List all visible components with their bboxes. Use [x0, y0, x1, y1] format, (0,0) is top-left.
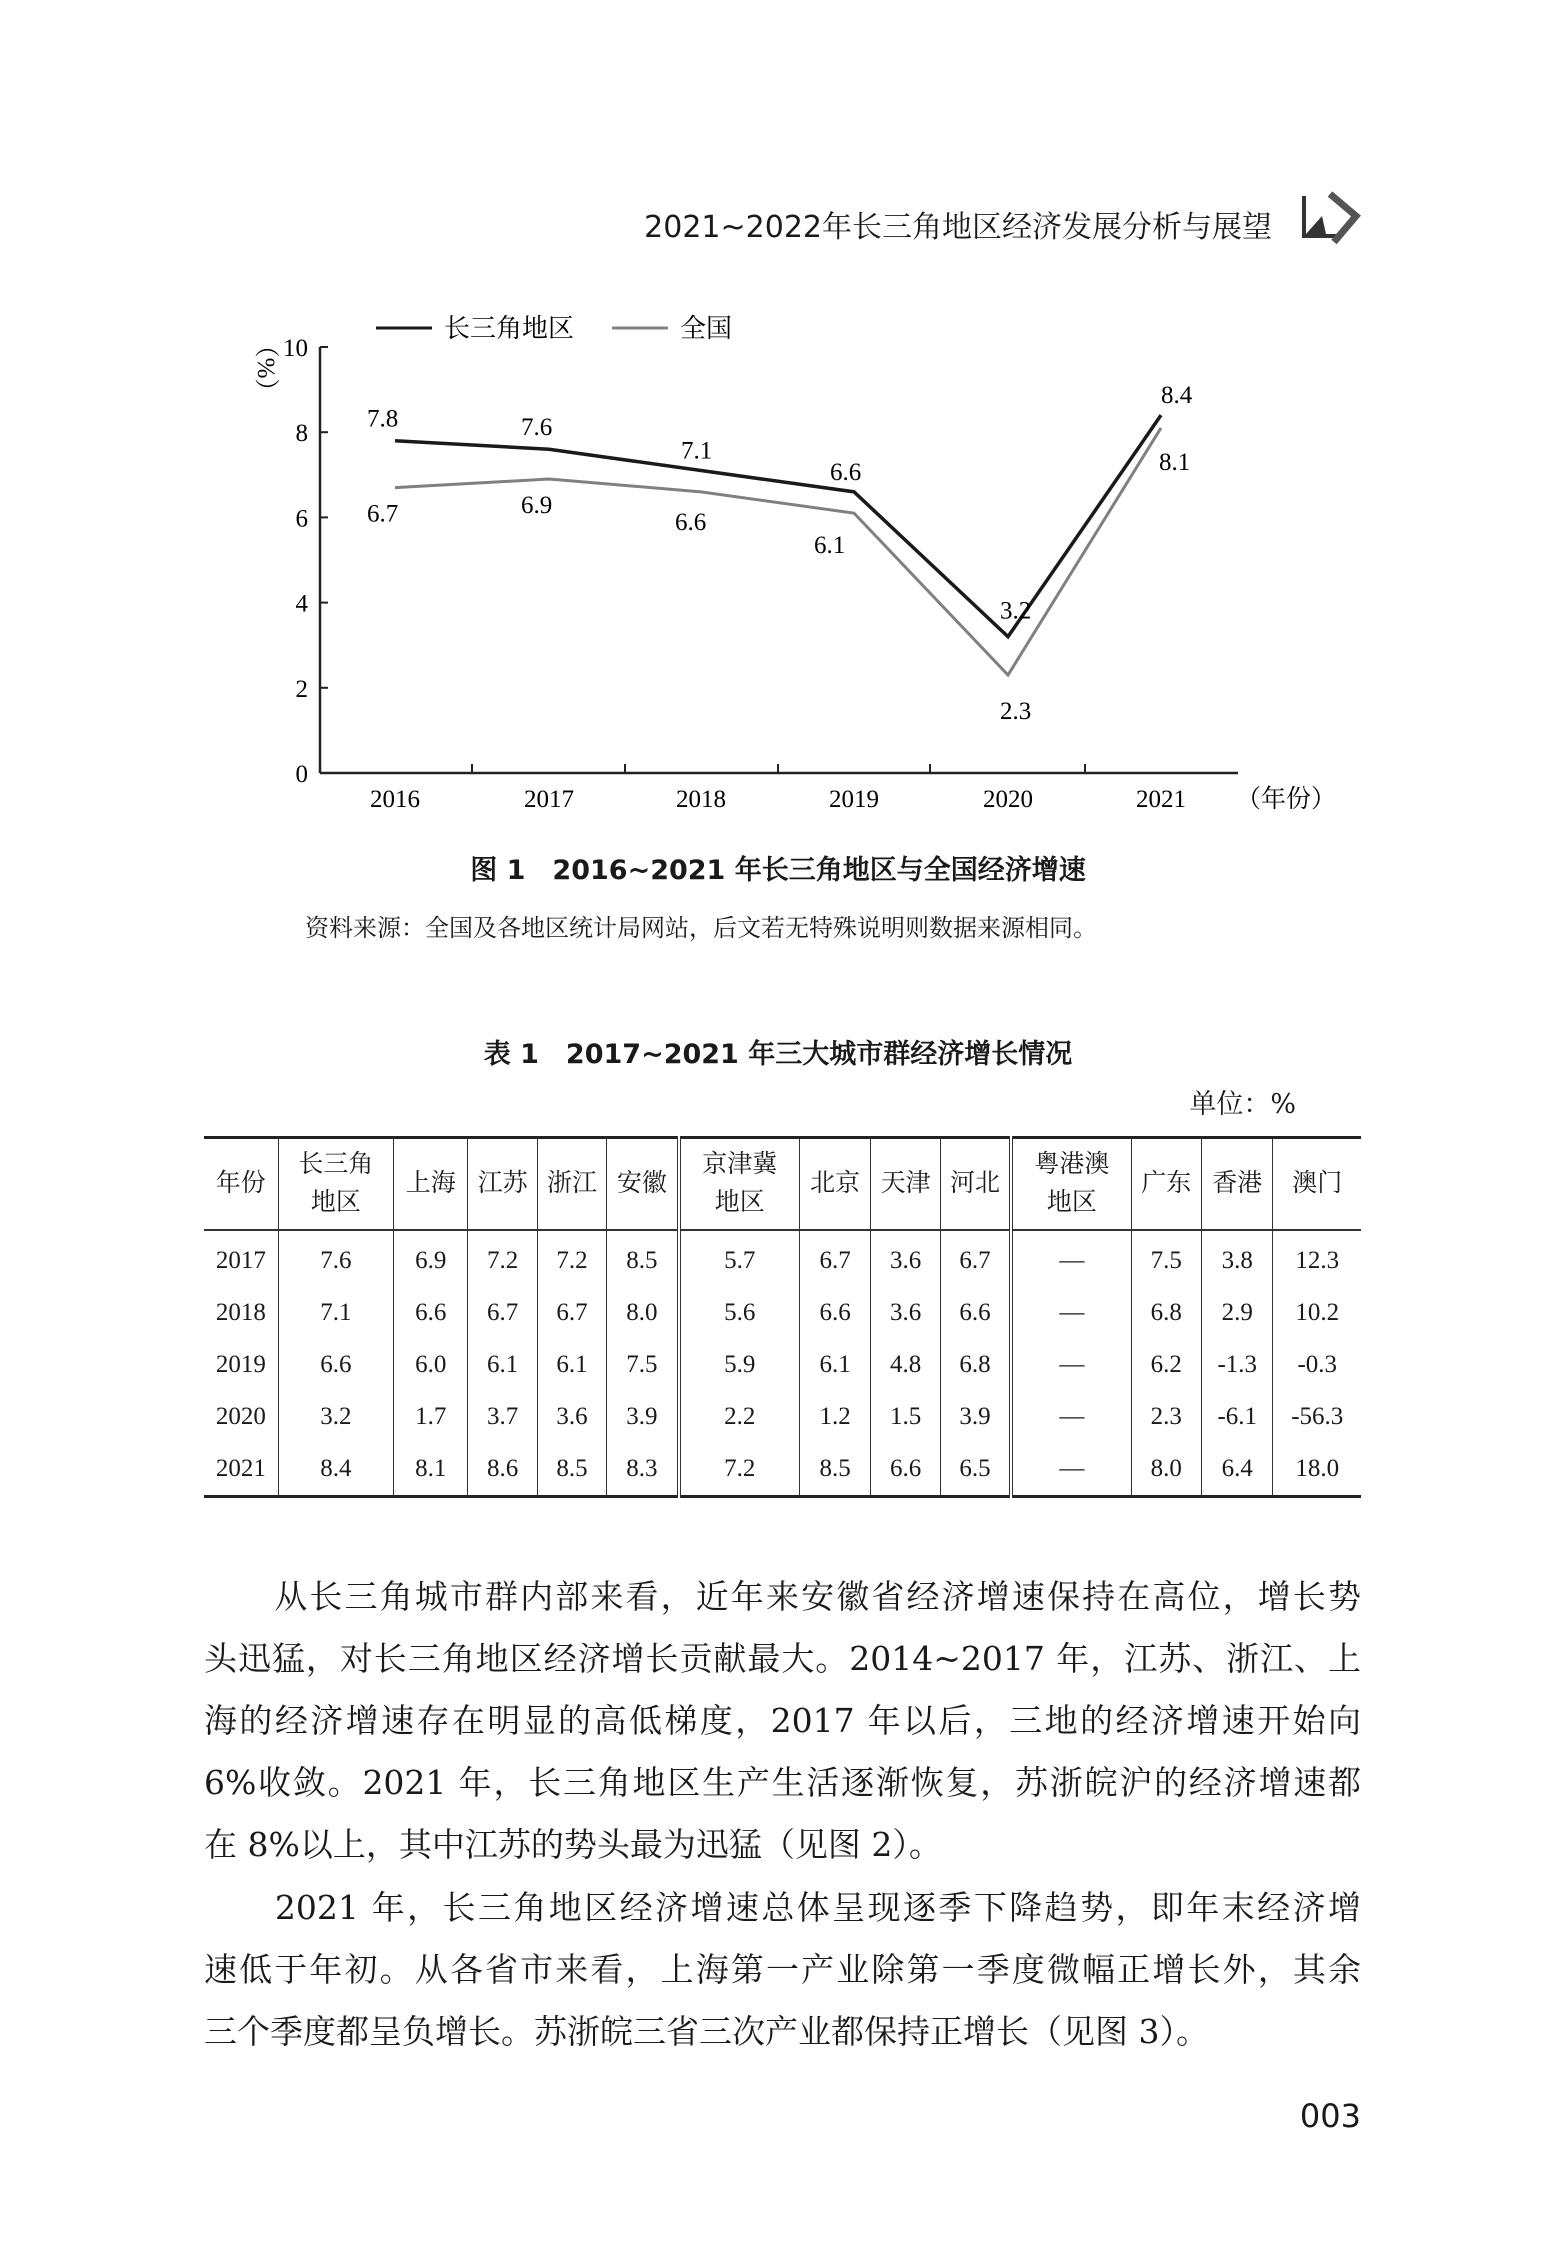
- growth-table: [204, 1136, 1361, 1498]
- column-header-label: 天津: [880, 1170, 931, 1197]
- table-cell: 6.6: [799, 1287, 870, 1339]
- column-header-label: 北京: [810, 1170, 861, 1197]
- series-line-national: [395, 428, 1161, 675]
- table-row: [204, 1443, 1361, 1497]
- column-header-label: 河北: [949, 1170, 1000, 1197]
- table-cell: 1.2: [799, 1391, 870, 1443]
- table-cell: 6.1: [468, 1339, 537, 1391]
- table-cell: —: [1011, 1230, 1131, 1287]
- table-cell: 8.4: [278, 1443, 393, 1497]
- data-label: 6.1: [814, 532, 846, 560]
- column-header-label: 江苏: [477, 1170, 528, 1197]
- table-cell: 6.5: [940, 1443, 1011, 1497]
- y-tick-label: 4: [295, 590, 308, 618]
- body-text-line: 6%收敛。2021 年，长三角地区生产生活逐渐恢复，苏浙皖沪的经济增速都: [204, 1763, 1361, 1802]
- column-header: [1273, 1138, 1361, 1231]
- y-tick-label: 2: [295, 675, 308, 703]
- column-header: [537, 1138, 606, 1231]
- line-chart: [0, 0, 1556, 840]
- data-label: 6.7: [367, 500, 399, 528]
- column-header-label: 京津冀地区: [702, 1151, 778, 1216]
- table-cell: 1.5: [871, 1391, 940, 1443]
- table-cell: 6.0: [394, 1339, 468, 1391]
- table-row: [204, 1287, 1361, 1339]
- data-label: 8.1: [1159, 448, 1191, 476]
- table-cell: 3.8: [1201, 1230, 1273, 1287]
- table-cell: 18.0: [1273, 1443, 1361, 1497]
- body-text-line: 从长三角城市群内部来看，近年来安徽省经济增速保持在高位，增长势: [204, 1577, 1361, 1616]
- column-header: [1201, 1138, 1273, 1231]
- data-label: 2.3: [1000, 698, 1032, 726]
- table-cell: 7.5: [1131, 1230, 1201, 1287]
- table-cell: 6.6: [871, 1443, 940, 1497]
- legend-label: 长三角地区: [444, 314, 575, 343]
- table-row: [204, 1391, 1361, 1443]
- column-header-label: 澳门: [1292, 1170, 1343, 1197]
- column-header: [871, 1138, 940, 1231]
- y-axis-label: （%）: [252, 332, 279, 404]
- running-header: 2021~2022年长三角地区经济发展分析与展望: [644, 210, 1272, 245]
- table-cell: 6.1: [799, 1339, 870, 1391]
- table-cell: 6.6: [940, 1287, 1011, 1339]
- table-cell: 8.5: [607, 1230, 679, 1287]
- column-header: [799, 1138, 870, 1231]
- table-cell: 6.7: [537, 1287, 606, 1339]
- data-label: 7.6: [521, 414, 553, 442]
- table-cell: 6.7: [940, 1230, 1011, 1287]
- table-cell: 8.3: [607, 1443, 679, 1497]
- column-header-label: 粤港澳地区: [1034, 1151, 1110, 1216]
- table-cell: 2017: [215, 1247, 266, 1274]
- figure-source: 资料来源：全国及各地区统计局网站，后文若无特殊说明则数据来源相同。: [305, 914, 1097, 942]
- table-cell: 8.0: [607, 1287, 679, 1339]
- column-header-label: 香港: [1212, 1170, 1263, 1197]
- data-label: 7.8: [367, 405, 399, 433]
- y-tick-label: 10: [283, 335, 308, 362]
- page-number: 003: [1299, 2097, 1361, 2135]
- table-cell: 2.9: [1201, 1287, 1273, 1339]
- y-tick-label: 6: [295, 505, 308, 533]
- table-cell: 5.6: [679, 1287, 800, 1339]
- table-cell: —: [1011, 1443, 1131, 1497]
- column-header: [607, 1138, 679, 1231]
- data-label: 7.1: [681, 437, 713, 465]
- x-tick-label: 2017: [524, 786, 574, 813]
- column-header: [278, 1138, 393, 1231]
- table-cell: 8.6: [468, 1443, 537, 1497]
- column-header: [204, 1138, 278, 1231]
- body-text-line: 海的经济增速存在明显的高低梯度，2017 年以后，三地的经济增速开始向: [204, 1701, 1361, 1740]
- table-cell: 4.8: [871, 1339, 940, 1391]
- table-cell: 3.6: [871, 1230, 940, 1287]
- table-cell: 8.5: [799, 1443, 870, 1497]
- legend-label: 全国: [680, 314, 733, 343]
- column-header-label: 年份: [215, 1170, 266, 1197]
- table-cell: -56.3: [1273, 1391, 1361, 1443]
- table-cell: 2021: [215, 1455, 266, 1482]
- data-label: 6.9: [521, 492, 553, 520]
- table-cell: 3.2: [278, 1391, 393, 1443]
- table-cell: 3.6: [537, 1391, 606, 1443]
- body-text-line: 头迅猛，对长三角地区经济增长贡献最大。2014~2017 年，江苏、浙江、上: [204, 1639, 1361, 1678]
- table-row: [204, 1339, 1361, 1391]
- table-cell: 2.2: [679, 1391, 800, 1443]
- column-header-label: 上海: [405, 1170, 456, 1197]
- series-line-yangtze-delta: [395, 415, 1161, 637]
- data-label: 8.4: [1161, 382, 1193, 410]
- column-header-label: 安徽: [616, 1170, 667, 1197]
- table-cell: 10.2: [1273, 1287, 1361, 1339]
- body-text-line: 速低于年初。从各省市来看，上海第一产业除第一季度微幅正增长外，其余: [204, 1950, 1361, 1989]
- table-cell: 7.2: [679, 1443, 800, 1497]
- x-tick-label: 2019: [829, 786, 879, 813]
- table-cell: 3.6: [871, 1287, 940, 1339]
- table-cell: 12.3: [1273, 1230, 1361, 1287]
- column-header-label: 长三角地区: [298, 1151, 374, 1216]
- table-cell: 7.2: [537, 1230, 606, 1287]
- table-cell: —: [1011, 1339, 1131, 1391]
- x-tick-label: 2021: [1136, 786, 1186, 813]
- table-cell: 5.9: [679, 1339, 800, 1391]
- table-cell: 6.7: [799, 1230, 870, 1287]
- table-cell: 8.1: [394, 1443, 468, 1497]
- table-cell: -1.3: [1201, 1339, 1273, 1391]
- data-label: 6.6: [830, 458, 862, 486]
- table-cell: 8.0: [1131, 1443, 1201, 1497]
- table-cell: 7.5: [607, 1339, 679, 1391]
- table-cell: 6.6: [394, 1287, 468, 1339]
- table-cell: 6.8: [1131, 1287, 1201, 1339]
- x-tick-label: 2018: [676, 786, 726, 813]
- data-label: 3.2: [1000, 597, 1032, 625]
- table-title: 表 1 2017~2021 年三大城市群经济增长情况: [483, 1039, 1073, 1070]
- table-cell: 3.9: [940, 1391, 1011, 1443]
- column-header-label: 广东: [1141, 1170, 1192, 1197]
- x-axis-label: （年份）: [1236, 786, 1337, 813]
- y-tick-label: 0: [295, 761, 308, 788]
- column-header: [1131, 1138, 1201, 1231]
- column-header: [940, 1138, 1011, 1231]
- table-cell: 7.6: [278, 1230, 393, 1287]
- body-text-line: 在 8%以上，其中江苏的势头最为迅猛（见图 2）。: [204, 1825, 942, 1864]
- table-cell: 6.7: [468, 1287, 537, 1339]
- figure-caption: 图 1 2016~2021 年长三角地区与全国经济增速: [470, 855, 1086, 886]
- body-text-line: 三个季度都呈负增长。苏浙皖三省三次产业都保持正增长（见图 3）。: [204, 2012, 1209, 2051]
- x-tick-label: 2020: [983, 786, 1033, 813]
- table-cell: 3.7: [468, 1391, 537, 1443]
- table-unit: 单位：%: [1189, 1089, 1296, 1120]
- table-cell: 6.8: [940, 1339, 1011, 1391]
- table-cell: 6.9: [394, 1230, 468, 1287]
- table-cell: 6.6: [278, 1339, 393, 1391]
- table-row: [204, 1230, 1361, 1287]
- table-cell: 6.4: [1201, 1443, 1273, 1497]
- table-cell: 7.1: [278, 1287, 393, 1339]
- table-cell: 7.2: [468, 1230, 537, 1287]
- table-cell: 2018: [215, 1299, 266, 1326]
- table-cell: 8.5: [537, 1443, 606, 1497]
- table-cell: 6.2: [1131, 1339, 1201, 1391]
- table-cell: —: [1011, 1391, 1131, 1443]
- table-cell: —: [1011, 1287, 1131, 1339]
- table-cell: 2020: [215, 1403, 266, 1430]
- table-cell: -6.1: [1201, 1391, 1273, 1443]
- x-tick-label: 2016: [370, 786, 420, 813]
- table-cell: 2019: [215, 1351, 266, 1378]
- column-header: [394, 1138, 468, 1231]
- column-header: [1011, 1138, 1131, 1231]
- column-header: [468, 1138, 537, 1231]
- table-cell: 1.7: [394, 1391, 468, 1443]
- table-cell: 3.9: [607, 1391, 679, 1443]
- column-header-label: 浙江: [547, 1170, 598, 1197]
- y-tick-label: 8: [295, 420, 308, 448]
- body-text-line: 2021 年，长三角地区经济增速总体呈现逐季下降趋势，即年末经济增: [204, 1888, 1361, 1927]
- table-cell: 5.7: [679, 1230, 800, 1287]
- table-cell: 2.3: [1131, 1391, 1201, 1443]
- table-cell: 6.1: [537, 1339, 606, 1391]
- table-cell: -0.3: [1273, 1339, 1361, 1391]
- data-label: 6.6: [675, 508, 707, 536]
- column-header: [679, 1138, 800, 1231]
